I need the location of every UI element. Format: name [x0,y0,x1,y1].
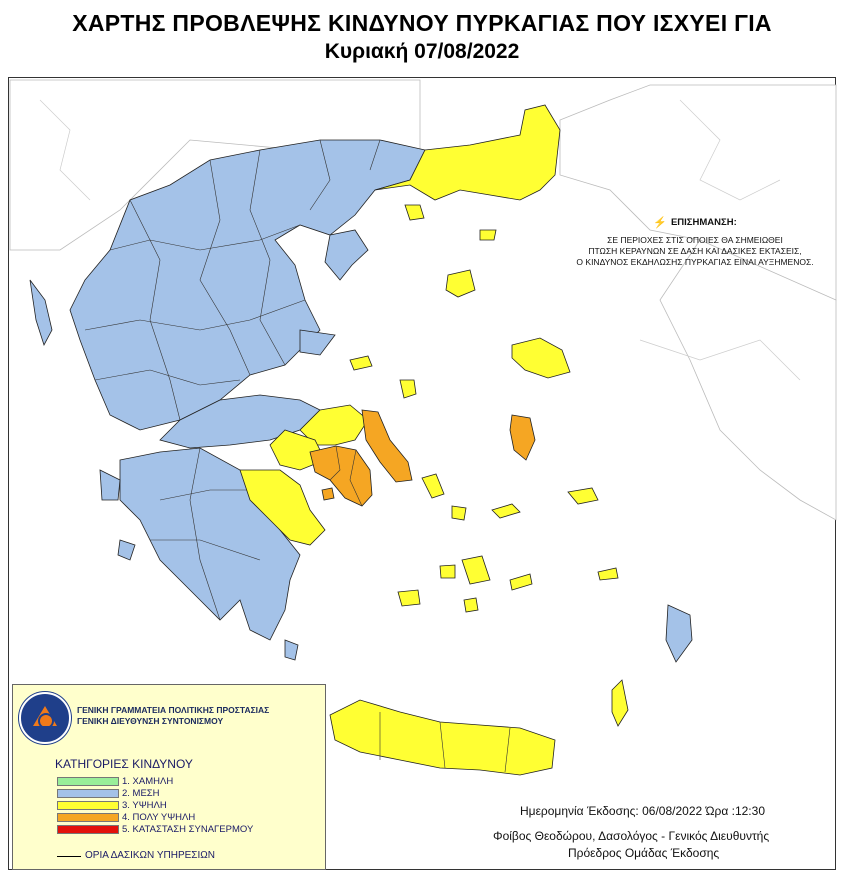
region-attica [310,446,372,506]
note-line: Ο ΚΙΝΔΥΝΟΣ ΕΚΔΗΛΩΣΗΣ ΠΥΡΚΑΓΙΑΣ ΕΙΝΑΙ ΑΥΞΗΜΕΝΟΣ. [576,257,814,267]
note-title: ΕΠΙΣΗΜΑΝΣΗ: [670,217,737,228]
note-line: ΣΕ ΠΕΡΙΟΧΕΣ ΣΤΙΣ ΟΠΟΙΕΣ ΘΑ ΣΗΜΕΙΩΘΕΙ [607,235,783,245]
legend-label: 1. ΧΑΜΗΛΗ [122,776,174,787]
signature-line-1: Φοίβος Θεοδώρου, Δασολόγος - Γενικός Διευθυντής [493,829,770,843]
region-thasos [405,205,424,220]
region-samothrace [480,230,496,240]
legend-label: 4. ΠΟΛΥ ΥΨΗΛΗ [122,812,196,823]
boundary-label: ΟΡΙΑ ΔΑΣΙΚΩΝ ΥΠΗΡΕΣΙΩΝ [85,850,215,861]
legend-swatch [57,801,119,810]
org-line-2: ΓΕΝΙΚΗ ΔΙΕΥΘΥΝΣΗ ΣΥΝΤΟΝΙΣΜΟΥ [77,716,224,726]
region-lemnos [446,270,475,297]
signature-line-2: Πρόεδρος Ομάδας Έκδοσης [568,846,720,860]
lightning-bolt-icon: ⚡ [653,217,667,229]
org-line-1: ΓΕΝΙΚΗ ΓΡΑΜΜΑΤΕΙΑ ΠΟΛΙΤΙΚΗΣ ΠΡΟΣΤΑΣΙΑΣ [77,705,270,715]
region-sporades [350,356,372,370]
categories-title: ΚΑΤΗΓΟΡΙΕΣ ΚΙΝΔΥΝΟΥ [55,757,193,771]
map-title: ΧΑΡΤΗΣ ΠΡΟΒΛΕΨΗΣ ΚΙΝΔΥΝΟΥ ΠΥΡΚΑΓΙΑΣ ΠΟΥ ΙΣΧΥΕΙ ΓΙΑ [72,10,772,36]
region-crete [330,700,555,775]
region-amorgos [510,574,532,590]
region-milos [398,590,420,606]
map-date: Κυριακή 07/08/2022 [324,40,520,63]
region-karpathos [612,680,628,726]
region-kos [598,568,618,580]
region-kefalonia [100,470,120,500]
region-euboea-north-tip [300,330,335,355]
note-heading [653,216,736,229]
region-skyros [400,380,416,398]
legend-swatch [57,777,119,786]
note-body [560,235,830,268]
boundary-line-symbol [57,856,81,857]
region-corfu [30,280,52,345]
region-tinos [452,506,466,520]
legend-box [12,684,326,870]
region-lesvos [512,338,570,378]
legend-label: 2. ΜΕΣΗ [122,788,160,799]
legend-swatch [57,813,119,822]
region-kythira [285,640,298,660]
region-samos [568,488,598,504]
legend-swatch [57,825,119,834]
legend-label: 3. ΥΨΗΛΗ [122,800,167,811]
region-rhodes [666,605,692,662]
legend-label: 5. ΚΑΤΑΣΤΑΣΗ ΣΥΝΑΓΕΡΜΟΥ [122,824,254,835]
issue-datetime: Ημερομηνία Έκδοσης: 06/08/2022 Ώρα :12:30 [520,804,765,818]
region-chios [510,415,535,460]
legend-swatch [57,789,119,798]
region-ikaria [492,504,520,518]
region-chalkidiki [325,230,368,280]
note-line: ΠΤΩΣΗ ΚΕΡΑΥΝΩΝ ΣΕ ΔΑΣΗ ΚΑΙ ΔΑΣΙΚΕΣ ΕΚΤΑΣΕΙΣ, [588,246,802,256]
region-andros [422,474,444,498]
civil-protection-logo [19,692,71,744]
region-paros [440,565,455,578]
lightning-note [560,213,830,268]
region-santorini [464,598,478,612]
region-zakynthos [118,540,135,560]
region-naxos [462,556,490,584]
region-aegina [322,488,334,500]
